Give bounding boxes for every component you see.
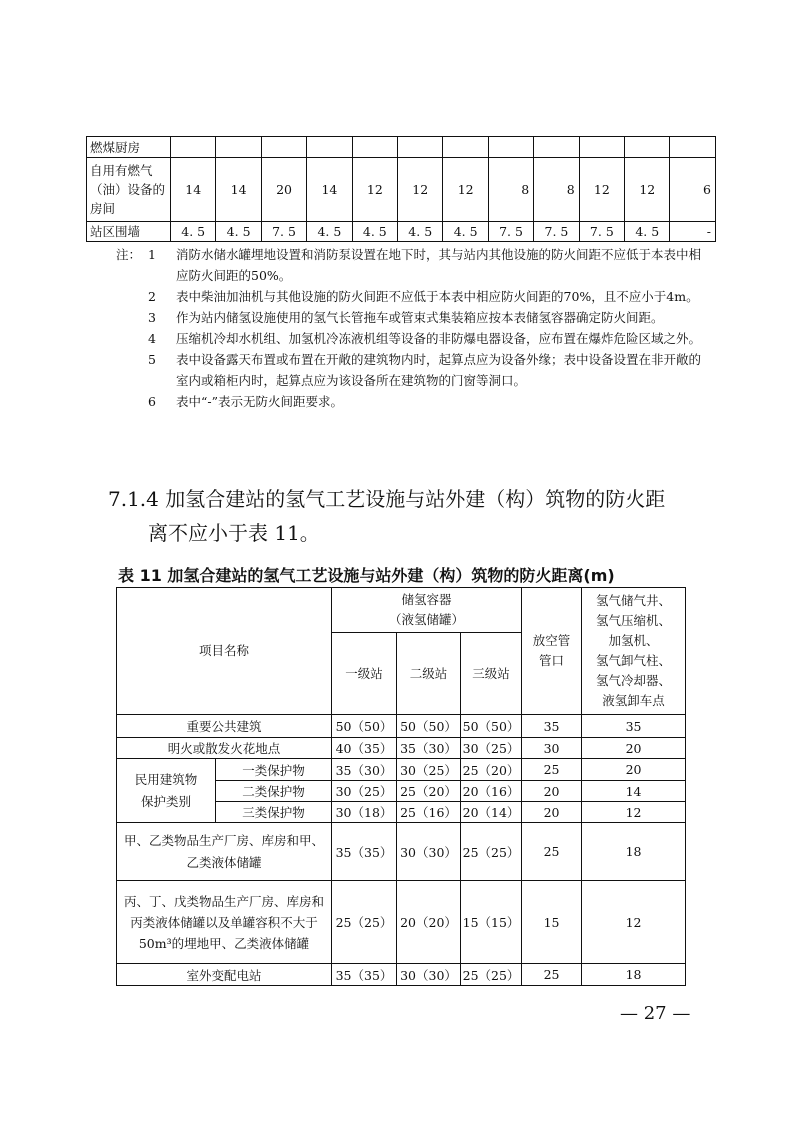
notes-prefix: 注： <box>116 247 142 262</box>
table-cell: 12 <box>443 158 488 222</box>
note-text: 作为站内储氢设施使用的氢气长管拖车或管束式集装箱应按本表储氢容器确定防火间距。 <box>176 310 664 325</box>
table-cell: 14 <box>582 781 686 802</box>
table-cell: 14 <box>171 158 216 222</box>
header-equip-line: 加氢机、 <box>608 633 659 648</box>
table-cell: 40（35） <box>332 738 397 759</box>
table-cell: 50（50） <box>332 715 397 738</box>
table-cell <box>443 137 488 158</box>
table-cell: 12 <box>352 158 397 222</box>
table-cell <box>398 137 443 158</box>
header-storage <box>332 588 522 633</box>
note-text: 表中柴油加油机与其他设施的防火间距不应低于本表中相应防火间距的70%，且不应小于4m。 <box>176 289 699 304</box>
table-cell <box>534 137 579 158</box>
row-label: 明火或散发火花地点 <box>117 738 332 759</box>
table-header-row <box>117 588 686 633</box>
header-storage-line1: 储氢容器 <box>401 592 452 607</box>
note-number: 3 <box>148 310 156 325</box>
table-row <box>87 158 716 222</box>
table-11-caption: 表 11 加氢合建站的氢气工艺设施与站外建（构）筑物的防火距离(m) <box>118 566 615 585</box>
table-row <box>117 823 686 881</box>
table-cell: 30（30） <box>397 964 461 986</box>
table-cell: 7. 5 <box>579 222 624 242</box>
note-number: 5 <box>148 352 156 367</box>
table-cell <box>352 137 397 158</box>
group-label-line1: 民用建筑物 <box>134 771 198 787</box>
table-cell: 15（15） <box>461 881 522 964</box>
header-level1: 一级站 <box>332 633 397 715</box>
table-cell: 6 <box>670 158 716 222</box>
table-cell: 50（50） <box>461 715 522 738</box>
table-cell: 7. 5 <box>534 222 579 242</box>
header-storage-line2: （液氢储罐） <box>389 612 465 627</box>
header-equip-line: 氢气压缩机、 <box>596 613 672 628</box>
table-cell: 4. 5 <box>352 222 397 242</box>
header-equip-line: 氢气储气井、 <box>596 593 672 608</box>
table-cell: 50（50） <box>397 715 461 738</box>
table-cell: 30 <box>522 738 582 759</box>
table-cell: 25（20） <box>397 781 461 802</box>
table-row <box>117 964 686 986</box>
table-cell: 12 <box>582 881 686 964</box>
table-row <box>117 738 686 759</box>
table-row <box>117 715 686 738</box>
table-cell <box>670 137 716 158</box>
row-label: 站区围墙 <box>87 222 171 242</box>
top-table <box>86 136 716 242</box>
table-cell: 25（25） <box>332 881 397 964</box>
row-label: 燃煤厨房 <box>87 137 171 158</box>
table-cell: 25 <box>522 759 582 781</box>
table-cell: 20 <box>522 802 582 823</box>
note-item <box>116 307 706 328</box>
table-row <box>87 222 716 242</box>
table-cell: 14 <box>216 158 261 222</box>
note-number: 4 <box>148 331 156 346</box>
clause-number: 7.1.4 <box>108 487 159 511</box>
table-notes <box>116 244 706 412</box>
table-cell: 12 <box>579 158 624 222</box>
table-cell: 7. 5 <box>488 222 533 242</box>
note-item <box>116 328 706 349</box>
table-cell: 35 <box>522 715 582 738</box>
table-cell: 25 <box>522 823 582 881</box>
row-label: 丙、丁、戊类物品生产厂房、库房和丙类液体储罐以及单罐容积不大于50m³的埋地甲、乙类液体储罐 <box>117 881 332 964</box>
table-row <box>117 881 686 964</box>
header-item-name: 项目名称 <box>117 588 332 715</box>
table-cell: 35 <box>582 715 686 738</box>
table-cell: 30（30） <box>397 823 461 881</box>
header-vent-line2: 管口 <box>539 653 565 668</box>
header-equip-line: 液氢卸车点 <box>602 693 665 708</box>
table-cell: 20（16） <box>461 781 522 802</box>
row-label: 一类保护物 <box>216 759 332 781</box>
table-cell: 4. 5 <box>398 222 443 242</box>
table-cell: 35（35） <box>332 964 397 986</box>
group-label <box>117 759 216 823</box>
table-cell: 12 <box>625 158 670 222</box>
table-cell: 30（25） <box>397 759 461 781</box>
table-cell: - <box>670 222 716 242</box>
table-cell: 18 <box>582 964 686 986</box>
clause-7-1-4 <box>108 482 718 550</box>
table-cell: 35（30） <box>332 759 397 781</box>
table-cell: 20 <box>261 158 306 222</box>
table-cell: 15 <box>522 881 582 964</box>
table-cell: 35（30） <box>397 738 461 759</box>
table-cell <box>488 137 533 158</box>
table-cell: 4. 5 <box>443 222 488 242</box>
table-cell <box>625 137 670 158</box>
note-item <box>116 286 706 307</box>
clause-text-line1: 加氢合建站的氢气工艺设施与站外建（构）筑物的防火距 <box>165 487 666 511</box>
table-cell <box>579 137 624 158</box>
row-label: 二类保护物 <box>216 781 332 802</box>
row-label: 自用有燃气（油）设备的房间 <box>87 158 171 222</box>
group-label-line2: 保护类别 <box>140 793 191 809</box>
table-cell: 30（18） <box>332 802 397 823</box>
row-label: 重要公共建筑 <box>117 715 332 738</box>
note-item <box>116 349 706 391</box>
table-cell: 8 <box>488 158 533 222</box>
table-cell: 25（25） <box>461 823 522 881</box>
table-cell: 12 <box>582 802 686 823</box>
table-cell: 25（16） <box>397 802 461 823</box>
header-vent <box>522 588 582 715</box>
table-cell: 4. 5 <box>171 222 216 242</box>
table-cell: 25（25） <box>461 964 522 986</box>
table-row <box>87 137 716 158</box>
table-row <box>117 759 686 781</box>
note-item <box>116 244 706 286</box>
table-cell: 20 <box>522 781 582 802</box>
row-label: 甲、乙类物品生产厂房、库房和甲、乙类液体储罐 <box>117 823 332 881</box>
note-number: 1 <box>148 247 156 262</box>
table-cell: 18 <box>582 823 686 881</box>
table-cell <box>216 137 261 158</box>
table-cell: 20 <box>582 759 686 781</box>
header-level2: 二级站 <box>397 633 461 715</box>
table-cell <box>261 137 306 158</box>
note-text: 消防水储水罐埋地设置和消防泵设置在地下时，其与站内其他设施的防火间距不应低于本表中相应防火间距的50%。 <box>176 247 702 283</box>
row-label: 室外变配电站 <box>117 964 332 986</box>
table-11 <box>116 587 686 986</box>
table-cell: 30（25） <box>332 781 397 802</box>
table-cell: 12 <box>398 158 443 222</box>
note-number: 6 <box>148 394 156 409</box>
table-cell: 30（25） <box>461 738 522 759</box>
header-equip-line: 氢气卸气柱、 <box>596 653 672 668</box>
header-equipment <box>582 588 686 715</box>
table-cell: 25 <box>522 964 582 986</box>
note-item <box>116 391 706 412</box>
clause-text-line2: 离不应小于表 11。 <box>148 521 320 545</box>
table-cell: 4. 5 <box>307 222 352 242</box>
table-cell: 4. 5 <box>216 222 261 242</box>
table-cell <box>171 137 216 158</box>
table-cell <box>307 137 352 158</box>
row-label: 三类保护物 <box>216 802 332 823</box>
note-text: 表中“-”表示无防火间距要求。 <box>176 394 344 409</box>
table-cell: 20（20） <box>397 881 461 964</box>
table-cell: 4. 5 <box>625 222 670 242</box>
note-text: 表中设备露天布置或布置在开敞的建筑物内时，起算点应为设备外缘；表中设备设置在非开敞的室内或箱柜内时，起算点应为该设备所在建筑物的门窗等洞口。 <box>176 352 702 388</box>
table-cell: 14 <box>307 158 352 222</box>
header-equip-line: 氢气冷却器、 <box>596 673 672 688</box>
header-level3: 三级站 <box>461 633 522 715</box>
table-cell: 8 <box>534 158 579 222</box>
table-cell: 20（14） <box>461 802 522 823</box>
note-text: 压缩机冷却水机组、加氢机冷冻液机组等设备的非防爆电器设备，应布置在爆炸危险区域之外。 <box>176 331 702 346</box>
table-cell: 20 <box>582 738 686 759</box>
table-cell: 7. 5 <box>261 222 306 242</box>
page-number: — 27 — <box>620 1003 691 1024</box>
note-number: 2 <box>148 289 156 304</box>
header-vent-line1: 放空管 <box>532 633 571 648</box>
table-cell: 25（20） <box>461 759 522 781</box>
table-cell: 35（35） <box>332 823 397 881</box>
